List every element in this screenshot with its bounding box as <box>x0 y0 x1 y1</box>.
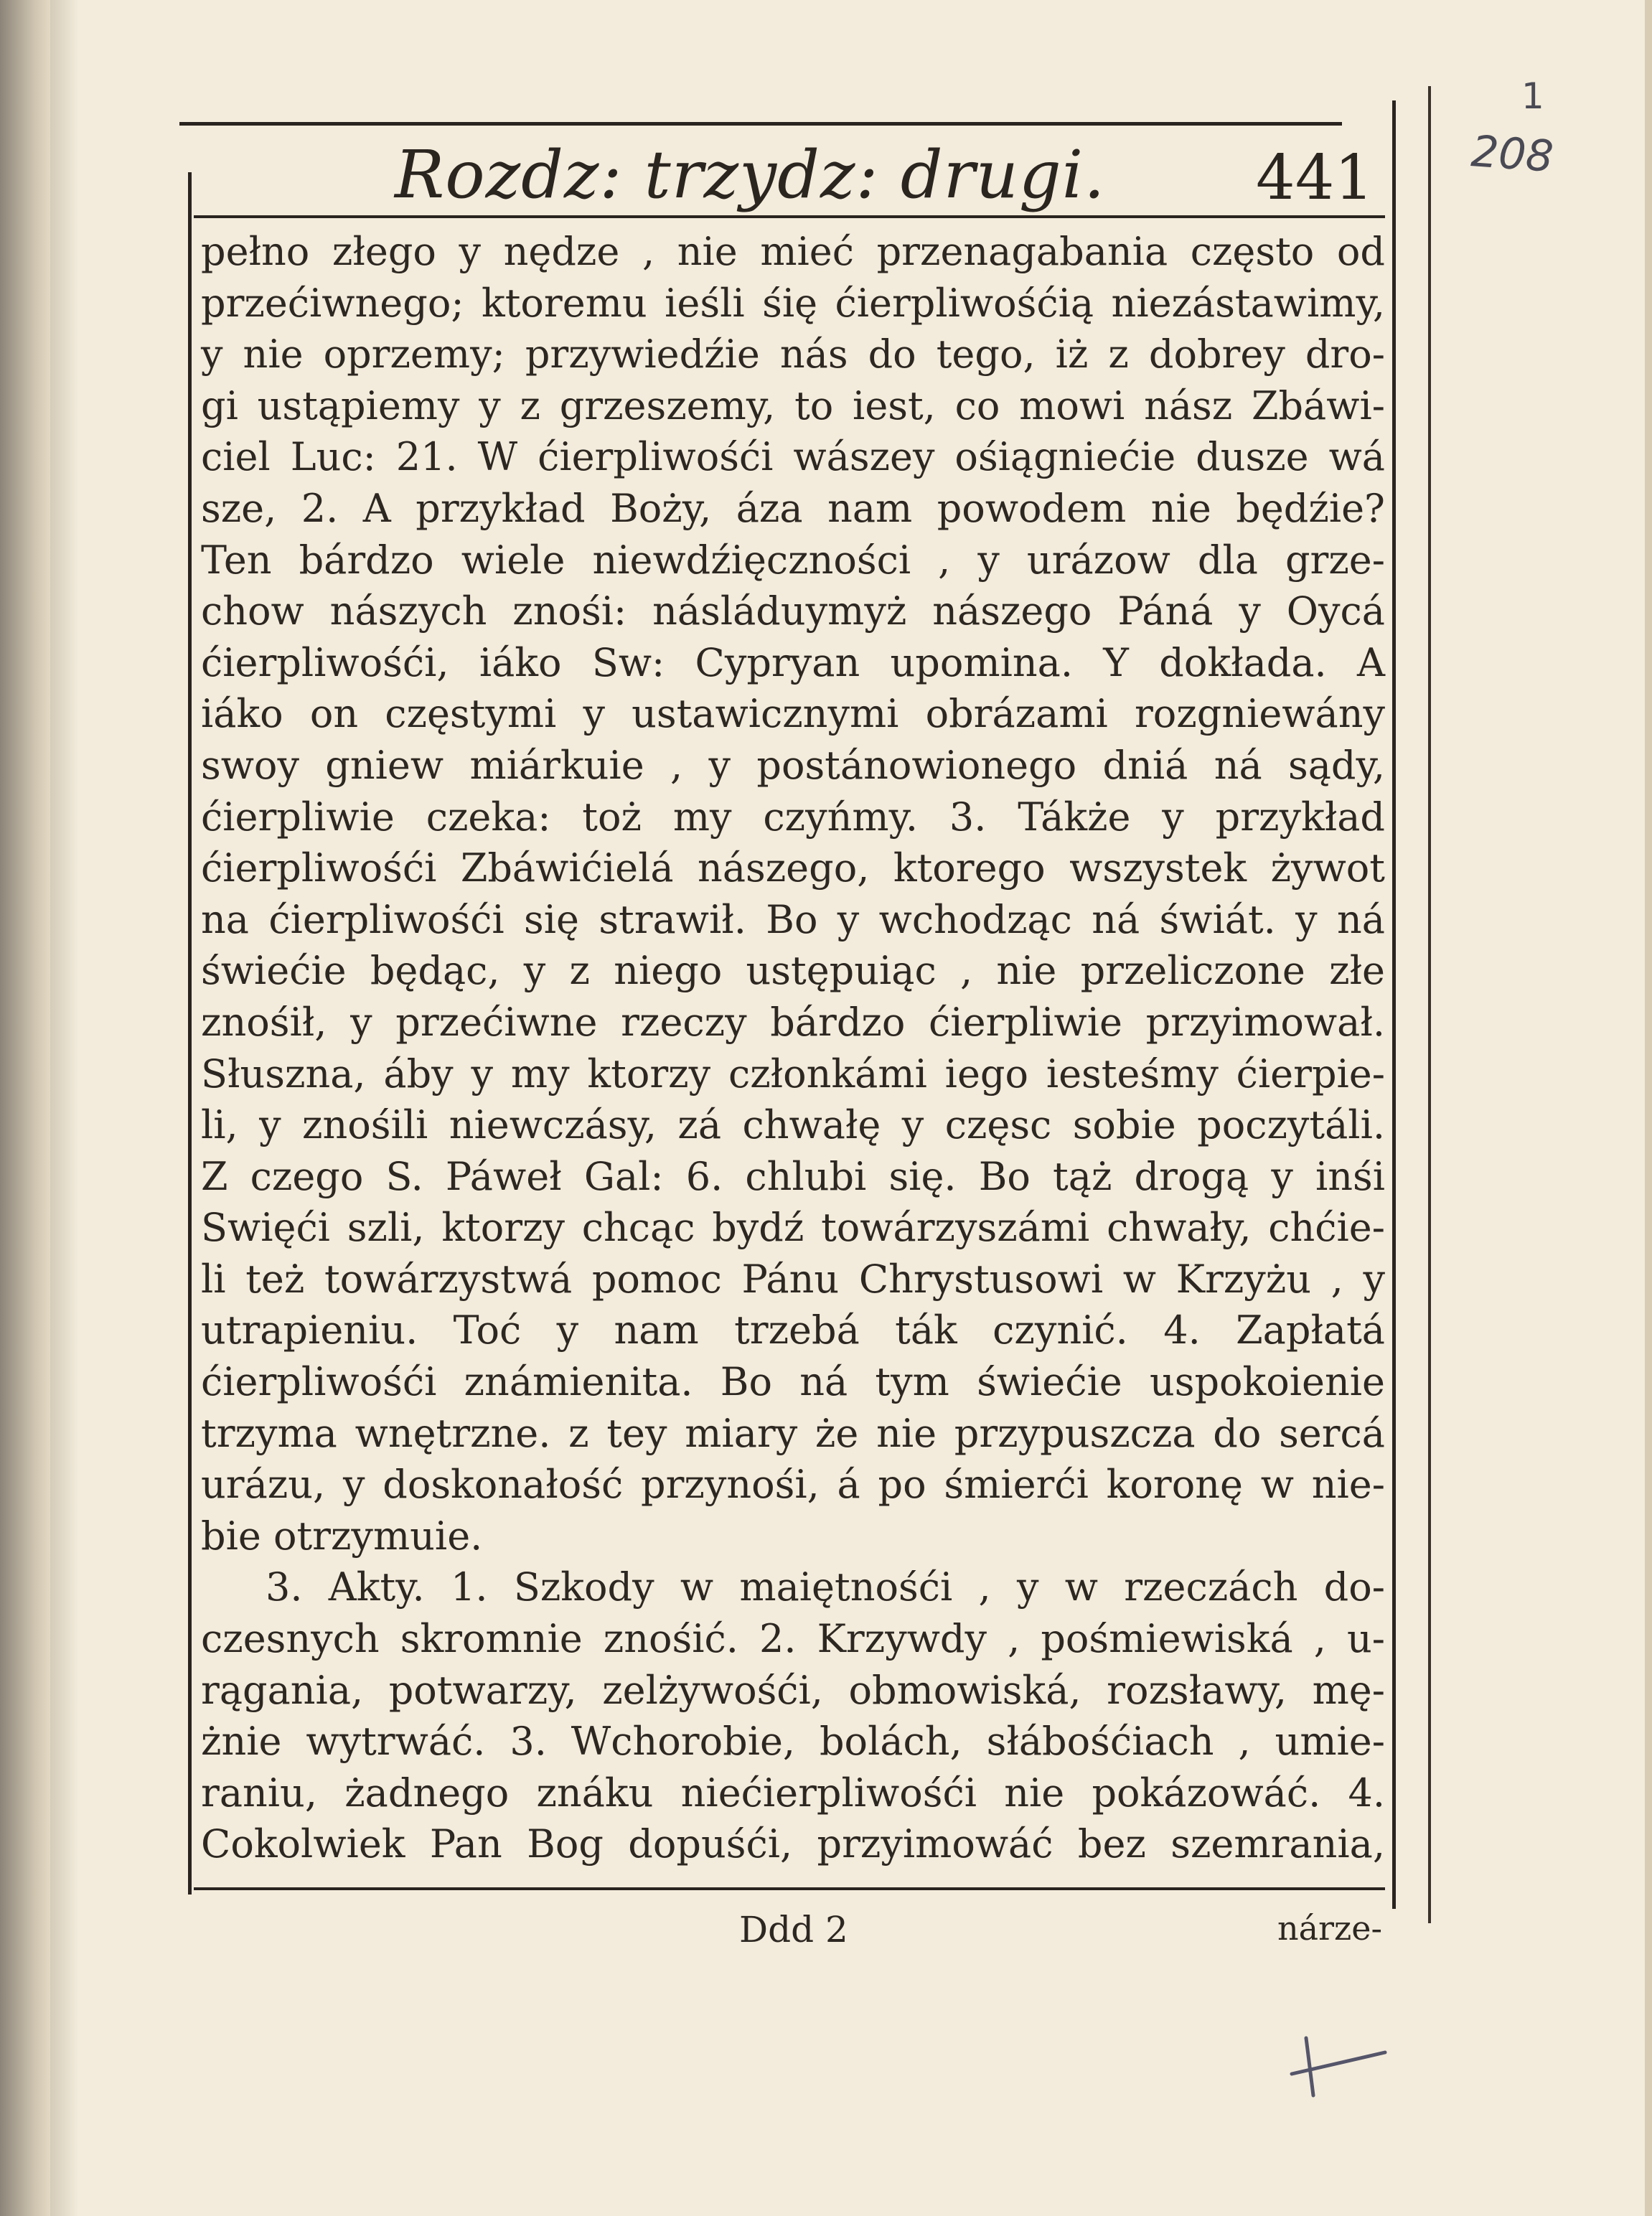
text-line: na ćierpliwośći się strawił. Bo y wchodząc ná świát. y ná <box>201 896 1385 942</box>
gutter-shadow <box>50 0 79 2216</box>
text-line: ćierpliwośći známienita. Bo ná tym świećie uspokoienie <box>201 1359 1385 1405</box>
text-line: ćierpliwośći, iáko Sw: Cypryan upomina. Y dokłada. A <box>201 639 1385 685</box>
page-edge-right <box>1645 0 1652 2216</box>
text-line: przećiwnego; ktoremu ieśli śię ćierpliwośćią niezástawimy, <box>201 280 1385 326</box>
text-line: urázu, y doskonałość przynośi, á po śmierći koronę w nie- <box>201 1462 1385 1508</box>
frame-right-rule <box>1392 100 1396 1909</box>
text-line: ciel Luc: 21. W ćierpliwośći wászey ośiągniećie dusze wá <box>201 434 1385 480</box>
text-line: sze, 2. A przykład Boży, áza nam powodem nie będźie? <box>201 485 1385 531</box>
text-line: utrapieniu. Toć y nam trzebá ták czynić. 4. Zapłatá <box>201 1307 1385 1353</box>
pencil-mark-top: 1 <box>1521 75 1544 117</box>
body-text <box>201 226 1385 1870</box>
text-line: Ten bárdzo wiele niewdźięczności , y urázow dla grze- <box>201 537 1385 583</box>
text-line: ćierpliwie czeka: toż my czyńmy. 3. Tákże y przykład <box>201 794 1385 840</box>
text-line: rągania, potwarzy, zelżywośći, obmowiská, rozsławy, mę- <box>201 1667 1385 1713</box>
margin-pen-stroke <box>1285 2024 1399 2103</box>
text-line: li też towárzystwá pomoc Pánu Chrystusowi w Krzyżu , y <box>201 1256 1385 1302</box>
frame-left-rule <box>188 172 192 1895</box>
text-line: bie otrzymuie. <box>201 1513 483 1559</box>
text-line: świećie będąc, y z niego ustępuiąc , nie przeliczone złe <box>201 948 1385 994</box>
catchword: nárze- <box>1277 1909 1383 1948</box>
text-line: swoy gniew miárkuie , y postánowionego dniá ná sądy, <box>201 742 1385 788</box>
text-line: ćierpliwośći Zbáwićielá nászego, ktorego wszystek żywot <box>201 845 1385 891</box>
text-line: znośił, y przećiwne rzeczy bárdzo ćierpliwie przyimował. <box>201 999 1385 1045</box>
text-line: żnie wytrwáć. 3. Wchorobie, bolách, słábośćiach , umie- <box>201 1719 1385 1765</box>
adjacent-page-edge <box>0 0 50 2216</box>
text-line: trzyma wnętrzne. z tey miary że nie przypuszcza do sercá <box>201 1410 1385 1456</box>
pencil-folio-number: 208 <box>1469 126 1555 182</box>
page-number: 441 <box>1256 142 1374 214</box>
top-rule <box>179 122 1342 126</box>
text-line: iáko on częstymi y ustawicznymi obrázami rozgniewány <box>201 691 1385 737</box>
running-title: Rozdz: trzydz: drugi. <box>395 136 1106 213</box>
text-line: chow nászych znośi: násláduymyż nászego Páná y Oycá <box>201 588 1385 634</box>
text-line: 3. Akty. 1. Szkody w maiętnośći , y w rzeczách do- <box>266 1564 1385 1610</box>
text-line: pełno złego y nędze , nie mieć przenagabania często od <box>201 229 1385 274</box>
text-line: y nie oprzemy; przywiedźie nás do tego, iż z dobrey dro- <box>201 332 1385 377</box>
text-line: Swięći szli, ktorzy chcąc bydź towárzyszámi chwały, chćie- <box>201 1205 1385 1251</box>
text-line: gi ustąpiemy y z grzeszemy, to iest, co mowi nász Zbáwi- <box>201 382 1385 428</box>
text-line: raniu, żadnego znáku niećierpliwośći nie pokázowáć. 4. <box>201 1770 1385 1816</box>
text-line: Słuszna, áby y my ktorzy członkámi iego iesteśmy ćierpie- <box>201 1051 1385 1097</box>
signature-mark: Ddd 2 <box>739 1909 848 1950</box>
text-line: li, y znośili niewczásy, zá chwałę y częsc sobie poczytáli. <box>201 1102 1385 1148</box>
printed-page <box>179 122 1435 1950</box>
frame-right-outer-rule <box>1428 86 1431 1923</box>
text-line: czesnych skromnie znośić. 2. Krzywdy , pośmiewiská , u- <box>201 1616 1385 1662</box>
header-rule <box>194 215 1385 218</box>
text-line: Cokolwiek Pan Bog dopuśći, przyimowáć bez szemrania, <box>201 1821 1385 1867</box>
bottom-rule <box>194 1887 1385 1890</box>
text-line: Z czego S. Páweł Gal: 6. chlubi się. Bo tąż drogą y inśi <box>201 1153 1385 1199</box>
